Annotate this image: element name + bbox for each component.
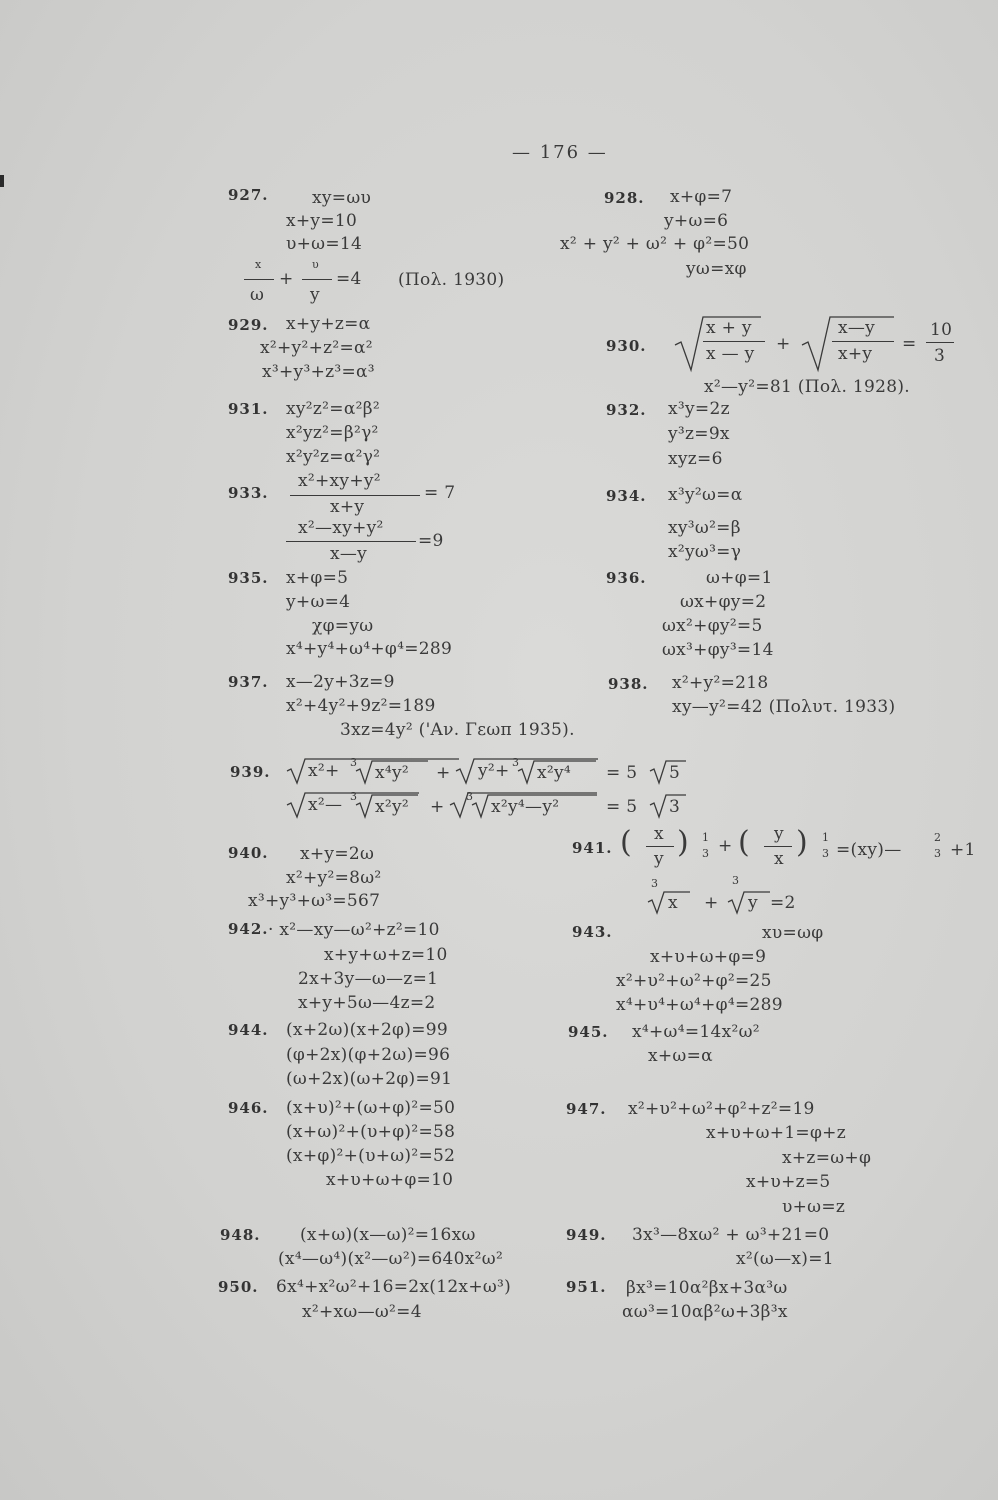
problem-number: 947.	[566, 1100, 607, 1118]
equation: x²yz²=β²γ²	[286, 423, 379, 443]
equation: x³+y³+ω³=567	[248, 891, 381, 911]
equation-rhs: =2	[770, 893, 796, 913]
equation: x+y+5ω—4z=2	[298, 993, 436, 1013]
exponent-denominator: 3	[934, 847, 942, 860]
equation-rhs: =(xy)—	[836, 840, 902, 860]
equation: x—2y+3z=9	[286, 672, 395, 692]
equation: x+φ=5	[286, 568, 349, 588]
fraction-bar	[703, 341, 765, 342]
equation-rhs: = 7	[424, 483, 456, 503]
equation: (x+ω)(x—ω)²=16xω	[300, 1225, 476, 1245]
problem-number: 949.	[566, 1226, 607, 1244]
operator: +	[436, 763, 451, 783]
equation: xy—y²=42 (Πολυτ. 1933)	[672, 697, 896, 717]
equation: xυ=ωφ	[762, 923, 824, 943]
equation: (x+2ω)(x+2φ)=99	[286, 1020, 448, 1040]
equation: (x+ω)²+(υ+φ)²=58	[286, 1122, 456, 1142]
equation: υ+ω=z	[782, 1197, 846, 1217]
equation: x²+υ²+ω²+φ²+z²=19	[628, 1099, 815, 1119]
equation: x²y²z=α²γ²	[286, 447, 381, 467]
fraction-bar	[764, 846, 792, 847]
fraction-denominator: x—y	[330, 544, 368, 564]
equation: x+υ+ω+φ=9	[650, 947, 767, 967]
fraction-bar	[286, 541, 416, 542]
equation: xyz=6	[668, 449, 723, 469]
equation: x³y²ω=α	[668, 485, 743, 505]
equation: y+ω=6	[664, 211, 729, 231]
root-index: 3	[466, 790, 474, 803]
equation-rhs: = 5	[606, 763, 638, 783]
equation: (x⁴—ω⁴)(x²—ω²)=640x²ω²	[278, 1249, 504, 1269]
operator: +	[430, 797, 445, 817]
equation: x⁴+υ⁴+ω⁴+φ⁴=289	[616, 995, 783, 1015]
fraction-numerator: x	[255, 258, 262, 271]
equation: x²+y²=218	[672, 673, 769, 693]
equation: x+y+z=α	[286, 314, 371, 334]
problem-number: 927.	[228, 186, 269, 204]
fraction-denominator: x	[774, 849, 784, 869]
fraction-denominator: 3	[934, 346, 946, 366]
equation: x²+4y²+9z²=189	[286, 696, 436, 716]
problem-number: 942.	[228, 920, 269, 938]
equation: χφ=yω	[312, 616, 374, 636]
fraction-numerator: x	[654, 824, 664, 844]
equation: x⁴+y⁴+ω⁴+φ⁴=289	[286, 639, 453, 659]
paren-open: (	[620, 825, 633, 860]
problem-number: 932.	[606, 401, 647, 419]
equation: x+υ+ω+φ=10	[326, 1170, 454, 1190]
fraction-bar	[832, 341, 894, 342]
equation: x²(ω—x)=1	[736, 1249, 834, 1269]
equation: x⁴+ω⁴=14x²ω²	[632, 1022, 760, 1042]
radicand: 5	[669, 763, 681, 783]
problem-number: 944.	[228, 1021, 269, 1039]
fraction-denominator: x+y	[330, 497, 365, 517]
problem-number: 939.	[230, 763, 271, 781]
equation: x²+y²+z²=α²	[260, 338, 373, 358]
equation: 6x⁴+x²ω²+16=2x(12x+ω³)	[276, 1277, 512, 1297]
equation: x³+y³+z³=α³	[262, 362, 375, 382]
root-index: 3	[732, 874, 740, 887]
fraction-numerator: 10	[930, 320, 953, 340]
paren-open: (	[738, 825, 751, 860]
fraction-numerator: υ	[312, 258, 319, 271]
equation: x² + y² + ω² + φ²=50	[560, 234, 750, 254]
equation: xy³ω²=β	[668, 518, 741, 538]
equation: x²+xω—ω²=4	[302, 1302, 422, 1322]
radicand: x²y²	[375, 797, 410, 817]
radicand-numerator: x + y	[706, 318, 752, 338]
equation: x²—y²=81 (Πολ. 1928).	[704, 377, 910, 397]
fraction-denominator: y	[654, 849, 664, 869]
equation: x+z=ω+φ	[782, 1148, 872, 1168]
equation: ωx²+φy²=5	[662, 616, 763, 636]
problem-number: 933.	[228, 484, 269, 502]
equation: x+y=10	[286, 211, 358, 231]
equation: x+ω=α	[648, 1046, 713, 1066]
fraction-bar	[926, 342, 954, 343]
paren-close: )	[796, 825, 809, 860]
problem-number: 948.	[220, 1226, 261, 1244]
problem-number: 929.	[228, 316, 269, 334]
equation: x²+υ²+ω²+φ²=25	[616, 971, 772, 991]
problem-number: 941.	[572, 839, 613, 857]
equation: x²yω³=γ	[668, 542, 742, 562]
root-index: 3	[512, 756, 520, 769]
operator: +	[776, 334, 791, 354]
fraction-bar	[244, 279, 274, 280]
operator: +	[704, 893, 719, 913]
fraction-denominator: ω	[250, 285, 265, 305]
problem-number: 950.	[218, 1278, 259, 1296]
radicand: x²y⁴	[537, 763, 572, 783]
radicand: x²y⁴—y²	[491, 797, 560, 817]
source-citation: (Πολ. 1930)	[398, 270, 505, 290]
radicand-denominator: x+y	[838, 344, 873, 364]
equation: (x+υ)²+(ω+φ)²=50	[286, 1098, 456, 1118]
problem-number: 937.	[228, 673, 269, 691]
exponent-numerator: 1	[822, 831, 830, 844]
problem-number: 945.	[568, 1023, 609, 1041]
root-index: 3	[350, 790, 358, 803]
operator: +	[279, 269, 294, 289]
equation: βx³=10α²βx+3α³ω	[626, 1278, 788, 1298]
equation: · x²—xy—ω²+z²=10	[268, 920, 440, 940]
equation: x+y=2ω	[300, 844, 375, 864]
equation: yω=xφ	[686, 259, 747, 279]
equation: x+φ=7	[670, 187, 733, 207]
radicand: y²+	[478, 761, 510, 781]
exponent-denominator: 3	[822, 847, 830, 860]
operator: +	[718, 836, 733, 856]
equation: xy²z²=α²β²	[286, 399, 380, 419]
exponent-denominator: 3	[702, 847, 710, 860]
problem-number: 940.	[228, 844, 269, 862]
radicand: x²—	[308, 795, 343, 815]
equation: ωx+φy=2	[680, 592, 767, 612]
radicand: x²+	[308, 761, 340, 781]
equation-rhs: =9	[418, 531, 444, 551]
root-index: 3	[651, 877, 659, 890]
equation: y³z=9x	[668, 424, 730, 444]
equation-rhs: = 5	[606, 797, 638, 817]
equation: 2x+3y—ω—z=1	[298, 969, 439, 989]
equation: 3x³—8xω² + ω³+21=0	[632, 1225, 830, 1245]
radicand: y	[748, 893, 758, 913]
radicand: x	[668, 893, 678, 913]
problem-number: 934.	[606, 487, 647, 505]
radicand-numerator: x—y	[838, 318, 876, 338]
problem-number: 943.	[572, 923, 613, 941]
equation: υ+ω=14	[286, 234, 363, 254]
equation: ωx³+φy³=14	[662, 640, 774, 660]
problem-number: 928.	[604, 189, 645, 207]
equation: y+ω=4	[286, 592, 351, 612]
problem-number: 931.	[228, 400, 269, 418]
problem-number: 938.	[608, 675, 649, 693]
equation: αω³=10αβ²ω+3β³x	[622, 1302, 788, 1322]
equation: x+υ+z=5	[746, 1172, 831, 1192]
fraction-bar	[302, 279, 332, 280]
fraction-denominator: y	[310, 285, 320, 305]
exponent-numerator: 2	[934, 831, 942, 844]
fraction-numerator: y	[774, 824, 784, 844]
page-number: — 176 —	[512, 142, 608, 163]
equation: ω+φ=1	[706, 568, 773, 588]
fraction-bar	[646, 846, 674, 847]
paren-close: )	[677, 825, 690, 860]
problem-number: 936.	[606, 569, 647, 587]
problem-number: 951.	[566, 1278, 607, 1296]
equation: x³y=2z	[668, 399, 730, 419]
radicand: 3	[669, 797, 681, 817]
radicand: x⁴y²	[375, 763, 410, 783]
root-index: 3	[350, 756, 358, 769]
equation-term: +1	[950, 840, 976, 860]
problem-number: 930.	[606, 337, 647, 355]
equation: x+y+ω+z=10	[324, 945, 448, 965]
equation: x+υ+ω+1=φ+z	[706, 1123, 846, 1143]
problem-number: 935.	[228, 569, 269, 587]
equation-rhs: =4	[336, 269, 362, 289]
equation: xy=ωυ	[312, 188, 372, 208]
equation: 3xz=4y² ('Αν. Γεωπ 1935).	[340, 720, 575, 740]
problem-number: 946.	[228, 1099, 269, 1117]
equation: (x+φ)²+(υ+ω)²=52	[286, 1146, 456, 1166]
radicand-denominator: x — y	[706, 344, 755, 364]
binding-edge-mark	[0, 175, 4, 187]
equation: (φ+2x)(φ+2ω)=96	[286, 1045, 451, 1065]
fraction-numerator: x²+xy+y²	[298, 471, 381, 491]
equals-sign: =	[902, 334, 917, 354]
equation: (ω+2x)(ω+2φ)=91	[286, 1069, 453, 1089]
equation: x²+y²=8ω²	[286, 868, 382, 888]
fraction-numerator: x²—xy+y²	[298, 518, 384, 538]
exponent-numerator: 1	[702, 831, 710, 844]
